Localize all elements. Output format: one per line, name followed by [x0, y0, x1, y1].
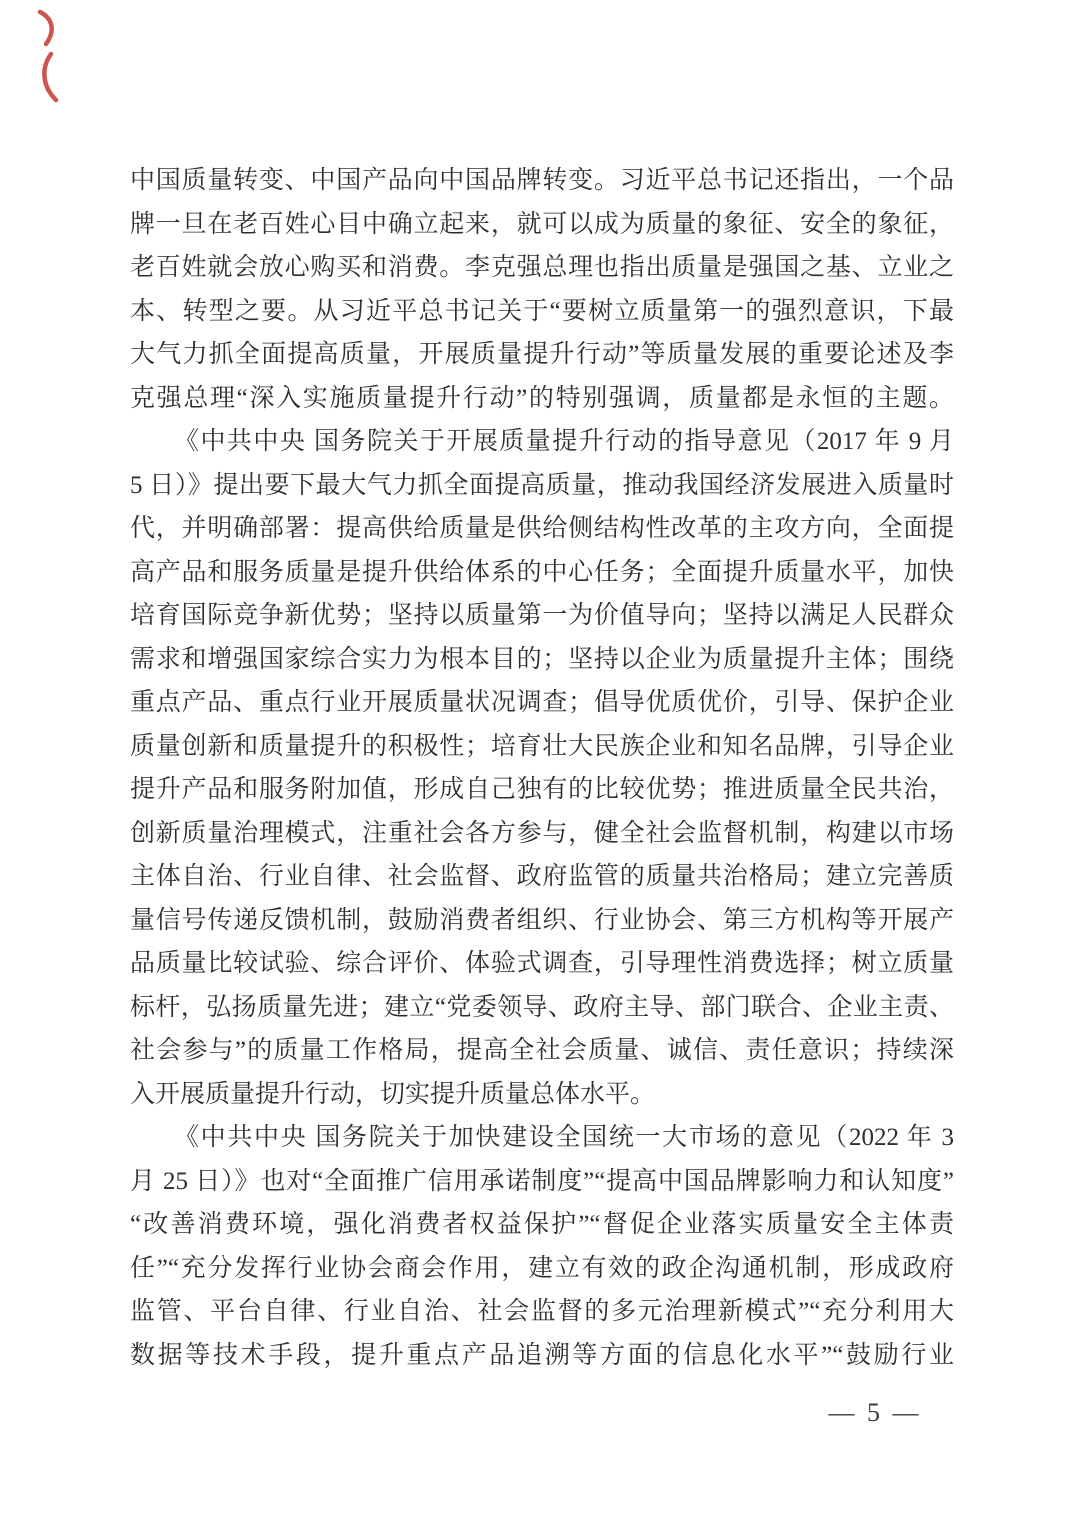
text-line-p1-5: 大气力抓全面提高质量，开展质量提升行动”等质量发展的重要论述及李: [130, 341, 954, 368]
text-line-p3-3: “改善消费环境，强化消费者权益保护”“督促企业落实质量安全主体责: [130, 1211, 954, 1238]
text-line-p3-2: 月 25 日）》也对“全面推广信用承诺制度”“提高中国品牌影响力和认知度”: [130, 1167, 954, 1195]
text-line-p2-2: 5 日）》提出要下最大气力抓全面提高质量，推动我国经济发展进入质量时: [130, 471, 954, 499]
text-line-p1-6: 克强总理“深入实施质量提升行动”的特别强调，质量都是永恒的主题。: [130, 384, 954, 412]
text-line-p2-3: 代，并明确部署：提高供给质量是供给侧结构性改革的主攻方向，全面提: [130, 515, 954, 542]
page-number: — 5 —: [828, 1398, 922, 1427]
red-pen-mark-icon: [18, 2, 88, 112]
text-line-p2-6: 需求和增强国家综合实力为根本目的；坚持以企业为质量提升主体；围绕: [130, 645, 954, 673]
text-line-p2-9: 提升产品和服务附加值，形成自己独有的比较优势；推进质量全民共治，: [130, 776, 954, 803]
text-line-p2-11: 主体自治、行业自律、社会监督、政府监管的质量共治格局；建立完善质: [130, 863, 954, 890]
text-line-p2-1: 《中共中央 国务院关于开展质量提升行动的指导意见（2017 年 9 月: [174, 428, 954, 455]
text-line-p2-8: 质量创新和质量提升的积极性；培育壮大民族企业和知名品牌，引导企业: [130, 732, 954, 760]
text-line-p1-3: 老百姓就会放心购买和消费。李克强总理也指出质量是强国之基、立业之: [130, 254, 954, 281]
document-body: [130, 159, 954, 1377]
text-line-p3-4: 任”“充分发挥行业协会商会作用，建立有效的政企沟通机制，形成政府: [130, 1254, 954, 1282]
text-line-p3-5: 监管、平台自律、行业自治、社会监督的多元治理新模式”“充分利用大: [130, 1298, 954, 1325]
text-line-p3-1: 《中共中央 国务院关于加快建设全国统一大市场的意见（2022 年 3: [174, 1124, 954, 1151]
text-line-p1-2: 牌一旦在老百姓心目中确立起来，就可以成为质量的象征、安全的象征，: [130, 210, 954, 238]
text-line-p2-16: 入开展质量提升行动，切实提升质量总体水平。: [130, 1080, 656, 1108]
text-line-p2-7: 重点产品、重点行业开展质量状况调查；倡导优质优价，引导、保护企业: [130, 689, 954, 716]
text-line-p2-15: 社会参与”的质量工作格局，提高全社会质量、诚信、责任意识；持续深: [130, 1037, 954, 1064]
text-line-p2-10: 创新质量治理模式，注重社会各方参与，健全社会监督机制，构建以市场: [130, 819, 954, 847]
text-line-p3-6: 数据等技术手段，提升重点产品追溯等方面的信息化水平”“鼓励行业: [130, 1341, 954, 1369]
text-line-p2-12: 量信号传递反馈机制，鼓励消费者组织、行业协会、第三方机构等开展产: [130, 906, 954, 934]
text-line-p1-1: 中国质量转变、中国产品向中国品牌转变。习近平总书记还指出，一个品: [130, 167, 954, 194]
text-line-p2-5: 培育国际竞争新优势；坚持以质量第一为价值导向；坚持以满足人民群众: [130, 602, 954, 629]
text-line-p2-13: 品质量比较试验、综合评价、体验式调查，引导理性消费选择；树立质量: [130, 950, 954, 977]
text-line-p1-4: 本、转型之要。从习近平总书记关于“要树立质量第一的强烈意识，下最: [130, 297, 954, 325]
text-line-p2-4: 高产品和服务质量是提升供给体系的中心任务；全面提升质量水平，加快: [130, 558, 954, 586]
text-line-p2-14: 标杆，弘扬质量先进；建立“党委领导、政府主导、部门联合、企业主责、: [130, 993, 954, 1021]
